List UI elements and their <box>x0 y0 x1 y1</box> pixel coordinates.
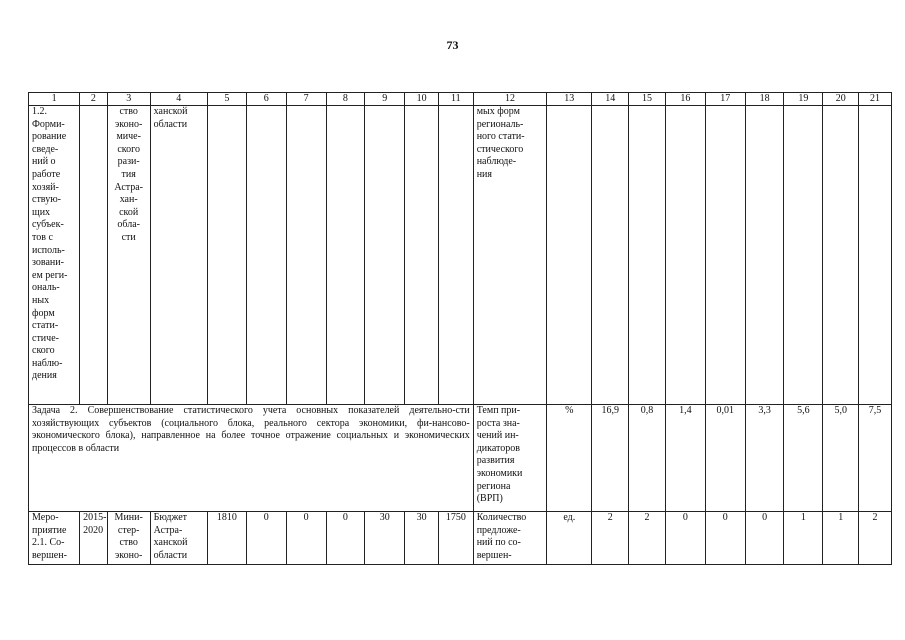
column-number: 18 <box>745 93 784 106</box>
activity-name-cell: Меро- приятие 2.1. Со- вершен- <box>29 512 80 565</box>
table-row <box>29 405 892 512</box>
period-cell: 2015- 2020 <box>80 512 108 565</box>
funding-source-cell: Бюджет Астра- ханской области <box>150 512 207 565</box>
unit-cell: % <box>547 405 592 512</box>
executor-cell: ство эконо- миче- ского рази- тия Астра- хан- ской обла- сти <box>107 106 150 405</box>
value-cell: 2 <box>859 512 892 565</box>
funding-value-cell: 0 <box>326 512 365 565</box>
column-number: 2 <box>80 93 108 106</box>
column-number: 17 <box>705 93 745 106</box>
empty-cell <box>326 106 365 405</box>
table-row <box>29 106 892 405</box>
column-number: 15 <box>629 93 666 106</box>
unit-cell: ед. <box>547 512 592 565</box>
column-number: 5 <box>207 93 246 106</box>
column-number: 19 <box>784 93 823 106</box>
empty-cell <box>629 106 666 405</box>
column-number: 20 <box>823 93 859 106</box>
value-cell: 0 <box>665 512 705 565</box>
column-number: 11 <box>438 93 473 106</box>
table-row <box>29 512 892 565</box>
value-cell: 0 <box>745 512 784 565</box>
column-number: 10 <box>405 93 439 106</box>
column-number: 4 <box>150 93 207 106</box>
column-number: 3 <box>107 93 150 106</box>
empty-cell <box>745 106 784 405</box>
program-table <box>28 92 892 565</box>
empty-cell <box>859 106 892 405</box>
column-number: 13 <box>547 93 592 106</box>
empty-cell <box>784 106 823 405</box>
column-number: 12 <box>473 93 547 106</box>
column-number: 1 <box>29 93 80 106</box>
value-cell: 1 <box>823 512 859 565</box>
value-cell: 16,9 <box>592 405 629 512</box>
value-cell: 0,8 <box>629 405 666 512</box>
page-number: 73 <box>446 38 459 52</box>
funding-value-cell: 1810 <box>207 512 246 565</box>
indicator-cell: Количество предложе- ний по со- вершен- <box>473 512 547 565</box>
empty-cell <box>438 106 473 405</box>
funding-value-cell: 30 <box>365 512 405 565</box>
empty-cell <box>592 106 629 405</box>
activity-name-cell: 1.2. Форми- рование сведе- ний о работе хозяй- ствую- щих субъек- тов с исполь- зовани- ем реги- ональ- ных форм стати- стиче- ского наблю- дения <box>29 106 80 405</box>
column-number: 9 <box>365 93 405 106</box>
funding-value-cell: 1750 <box>438 512 473 565</box>
funding-value-cell: 0 <box>286 512 326 565</box>
value-cell: 5,0 <box>823 405 859 512</box>
column-number: 6 <box>246 93 286 106</box>
value-cell: 5,6 <box>784 405 823 512</box>
value-cell: 2 <box>629 512 666 565</box>
empty-cell <box>286 106 326 405</box>
value-cell: 0,01 <box>705 405 745 512</box>
value-cell: 7,5 <box>859 405 892 512</box>
executor-cell: Мини- стер- ство эконо- <box>107 512 150 565</box>
empty-cell <box>80 106 108 405</box>
value-cell: 0 <box>705 512 745 565</box>
empty-cell <box>823 106 859 405</box>
indicator-cell: Темп при- роста зна- чений ин- дикаторов развития экономики региона (ВРП) <box>473 405 547 512</box>
empty-cell <box>665 106 705 405</box>
funding-source-cell: ханской области <box>150 106 207 405</box>
empty-cell <box>365 106 405 405</box>
value-cell: 1,4 <box>665 405 705 512</box>
empty-cell <box>547 106 592 405</box>
funding-value-cell: 0 <box>246 512 286 565</box>
empty-cell <box>705 106 745 405</box>
column-number: 14 <box>592 93 629 106</box>
value-cell: 1 <box>784 512 823 565</box>
empty-cell <box>405 106 439 405</box>
empty-cell <box>207 106 246 405</box>
column-number-row <box>29 93 892 106</box>
task-description-cell: Задача 2. Совершенствование статистического учета основных показателей деятельно-сти хозяйствующих субъектов (социального блока, реального сектора экономики, фи-нансово-экономического блока), направленное на более точное отражение социальных и экономических процессов в области <box>29 405 474 512</box>
column-number: 8 <box>326 93 365 106</box>
column-number: 16 <box>665 93 705 106</box>
funding-value-cell: 30 <box>405 512 439 565</box>
indicator-cell: мых форм региональ- ного стати- стического наблюде- ния <box>473 106 547 405</box>
empty-cell <box>246 106 286 405</box>
value-cell: 2 <box>592 512 629 565</box>
column-number: 21 <box>859 93 892 106</box>
value-cell: 3,3 <box>745 405 784 512</box>
column-number: 7 <box>286 93 326 106</box>
